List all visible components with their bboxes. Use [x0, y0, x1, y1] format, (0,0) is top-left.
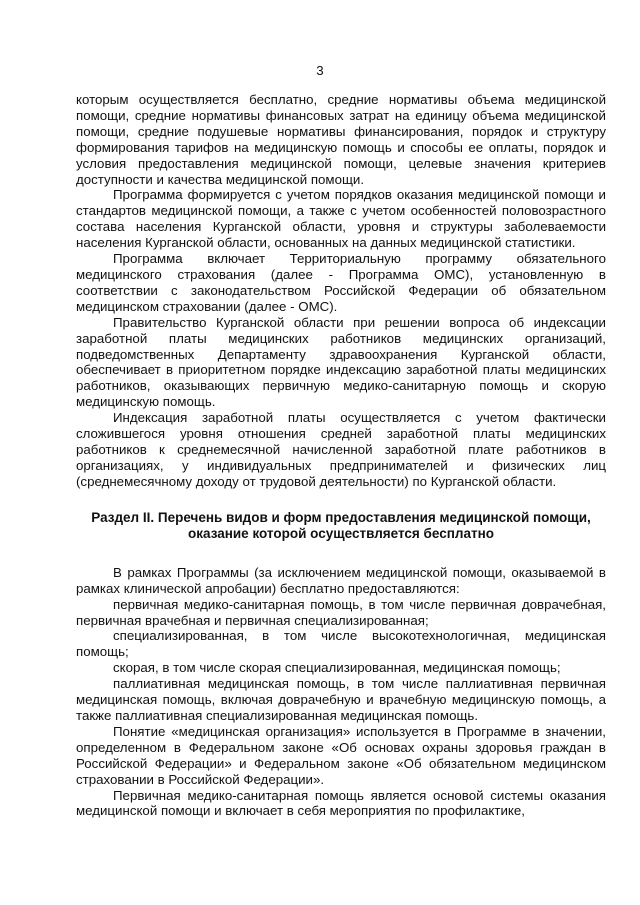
list-item-emergency-care: скорая, в том числе скорая специализированная, медицинская помощь;	[113, 660, 561, 676]
list-item-specialized-care: специализированная, в том числе высокотехнологичная, медицинская помощь;	[76, 628, 606, 660]
paragraph-program-oms: Программа включает Территориальную программу обязательного медицинского страхования (далее - Программа ОМС), установленную в соответствии с законодательством Российской Федерации об обязательном медицинском страховании (далее - ОМС).	[76, 251, 606, 314]
paragraph-salary-indexation-basis: Индексация заработной платы осуществляется с учетом фактически сложившегося уровня отношения средней заработной платы медицинских работников к среднемесячной начисленной заработной плате работников в организациях, у индивидуальных предпринимателей и физических лиц (среднемесячному доходу от трудовой деятельности) по Курганской области.	[76, 410, 606, 489]
paragraph-free-care-intro: В рамках Программы (за исключением медицинской помощи, оказываемой в рамках клинической апробации) бесплатно предоставляются:	[76, 564, 606, 596]
list-item-palliative-care: паллиативная медицинская помощь, в том числе паллиативная первичная медицинская помощь, включая доврачебную и врачебную медицинскую помощь, а также паллиативная специализированная медицинская помощь.	[76, 676, 606, 723]
paragraph-continuation: которым осуществляется бесплатно, средние нормативы объема медицинской помощи, средние нормативы финансовых затрат на единицу объема медицинской помощи, средние подушевые нормативы финансирования, порядок и структуру формирования тарифов на медицинскую помощь и способы ее оплаты, порядок и условия предоставления медицинской помощи, целевые значения критериев доступности и качества медицинской помощи.	[76, 92, 606, 187]
paragraph-medical-organization-definition: Понятие «медицинская организация» используется в Программе в значении, определенном в Федеральном законе «Об основах охраны здоровья граждан в Российской Федерации» и Федеральном законе «Об обязательном медицинском страховании в Российской Федерации».	[76, 723, 606, 787]
page-number: 3	[316, 63, 324, 78]
list-item-primary-care: первичная медико-санитарная помощь, в том числе первичная доврачебная, первичная врачебная и первичная специализированная;	[76, 596, 606, 628]
paragraph-program-formation: Программа формируется с учетом порядков оказания медицинской помощи и стандартов медицинской помощи, а также с учетом особенностей половозрастного состава населения Курганской области, уровня и структуры заболеваемости населения Курганской области, основанных на данных медицинской статистики.	[76, 187, 606, 251]
paragraph-salary-indexation-decision: Правительство Курганской области при решении вопроса об индексации заработной платы медицинских работников медицинских организаций, подведомственных Департаменту здравоохранения Курганской области, обеспечивает в приоритетном порядке индексацию заработной платы медицинских работников, оказывающих первичную медико-санитарную помощь и скорую медицинскую помощь.	[76, 314, 606, 410]
paragraph-primary-care-basis: Первичная медико-санитарная помощь является основой системы оказания медицинской помощи и включает в себя мероприятия по профилактике,	[76, 787, 606, 819]
section-heading: Раздел II. Перечень видов и форм предоставления медицинской помощи, оказание которой осуществляется бесплатно	[91, 509, 591, 542]
document-body	[76, 92, 606, 819]
